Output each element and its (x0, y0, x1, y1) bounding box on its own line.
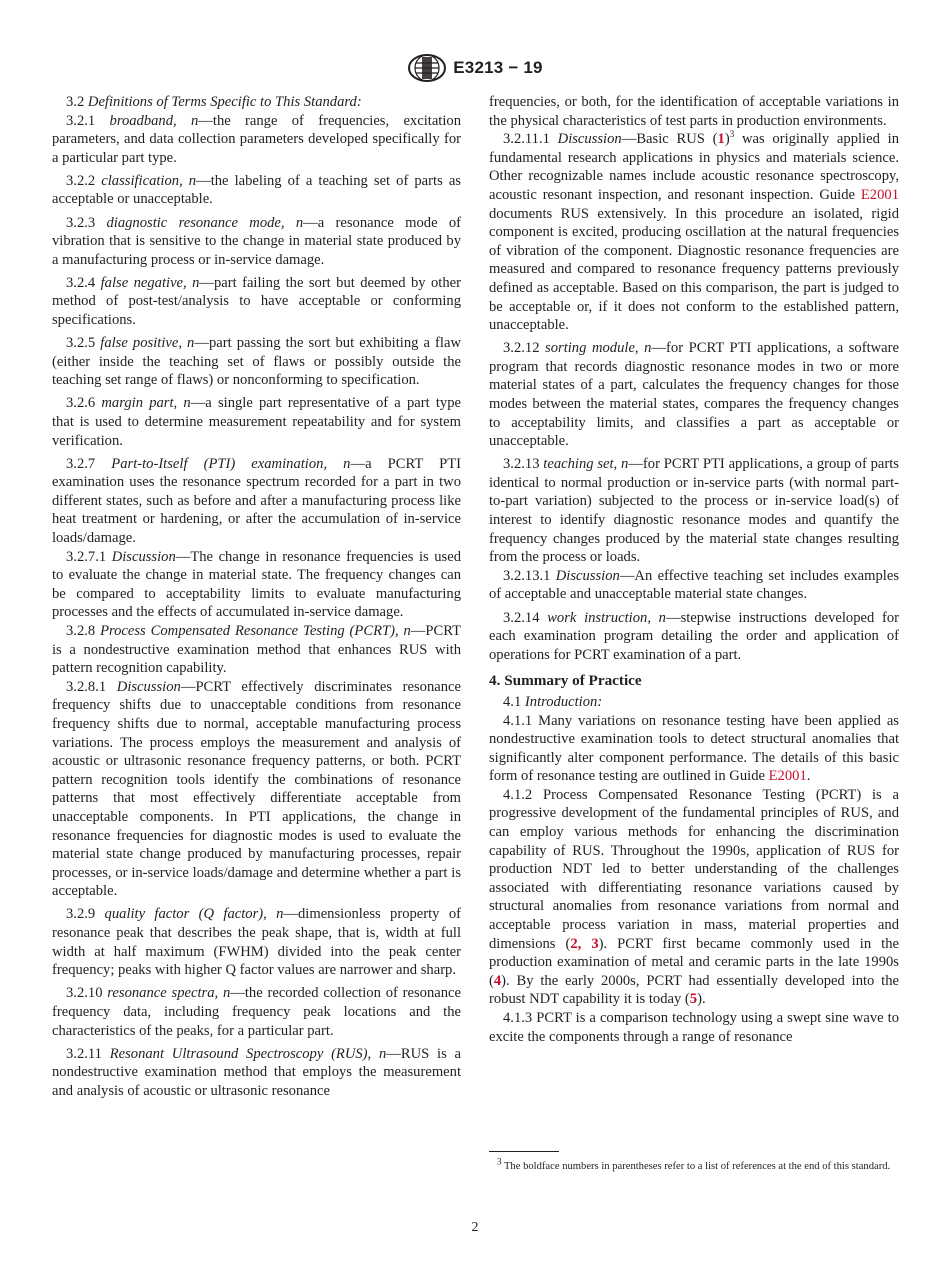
right-column (489, 93, 899, 1046)
footnote-marker: 3 (729, 129, 735, 140)
def-3-2-2: 3.2.2 classification, n—the labeling of a teaching set of parts as acceptable or unacceptable. (52, 172, 461, 208)
para-4-1-1: 4.1.1 Many variations on resonance testing have been applied as nondestructive examination tools to detect structural anomalies that significantly alter component performance. The details of this basic form of resonance testing are outlined in Guide E2001. (489, 712, 899, 785)
discussion-3-2-13-1: 3.2.13.1 Discussion—An effective teaching set includes examples of acceptable and unacceptable material state changes. (489, 567, 899, 603)
def-3-2-11: 3.2.11 Resonant Ultrasound Spectroscopy (RUS), n—RUS is a nondestructive examination method that employs the measurement and analysis of acoustic or ultrasonic resonance (52, 1045, 461, 1099)
document-id: E3213 − 19 (453, 58, 543, 77)
footnote (489, 1156, 899, 1174)
def-3-2-1: 3.2.1 broadband, n—the range of frequencies, excitation parameters, and data collection parameters developed specifically for a particular part type. (52, 112, 461, 166)
reference-link[interactable]: 5 (689, 991, 698, 1008)
reference-link[interactable]: 4 (493, 972, 502, 989)
def-3-2-7: 3.2.7 Part-to-Itself (PTI) examination, n—a PCRT PTI examination uses the resonance spectrum recorded for a part in two different states, such as before and after a manufacturing process like heat treatment or hardening, or after the accumulation of in-service loads/damage. (52, 455, 461, 547)
reference-link[interactable]: 1 (717, 131, 725, 148)
section-4-1: 4.1 Introduction: (503, 693, 603, 710)
page-number: 2 (471, 1220, 479, 1235)
reference-link[interactable]: 2, 3 (570, 935, 599, 952)
def-3-2-14: 3.2.14 work instruction, n—stepwise instructions developed for each examination program detailing the order and application of operations for PCRT examination of a part. (489, 609, 900, 663)
discussion-3-2-8-1: 3.2.8.1 Discussion—PCRT effectively discriminates resonance frequency shifts due to unacceptable conditions from resonance frequency shifts due to normal, acceptable manufacturing process variations. The process employs the measurement and analysis of acoustic or ultrasonic resonance frequency patterns, or both. PCRT pattern recognition tools identify the combinations of resonance patterns that most effectively differentiate acceptable from unacceptable components. In PTI applications, the change in resonance frequencies for diagnostic modes is used to evaluate the material state change produced by manufacturing processes, repair processes, or in-service loads/damage and determine whether a part is acceptable. (52, 678, 461, 900)
section-4-heading: 4. Summary of Practice (489, 672, 642, 690)
footnote-text: The boldface numbers in parentheses refer to a list of references at the end of this standard. (501, 1161, 891, 1172)
def-3-2-9: 3.2.9 quality factor (Q factor), n—dimensionless property of resonance peak that describes the peak shape, that is, width at full width at half maximum (FWHM) divided into the peak center frequency; peaks with higher Q factor values are narrower and sharp. (52, 906, 461, 979)
def-3-2-12: 3.2.12 sorting module, n—for PCRT PTI applications, a software program that records diagnostic resonance modes in two or more material states of a part, calculates the frequency changes for those modes between the material states, compares the frequency changes to acceptability limits, and classifies a part as acceptable or unacceptable. (489, 340, 899, 450)
section-3-2: 3.2 Definitions of Terms Specific to This Standard: (66, 94, 362, 110)
def-3-2-11-continued: frequencies, or both, for the identification of acceptable variations in the physical characteristics of test parts in production environments. (489, 94, 899, 129)
def-3-2-13: 3.2.13 teaching set, n—for PCRT PTI applications, a group of parts identical to normal production or in-service parts (with normal part-to-part variation) subjected to the process or in-service load(s) of interest to identify diagnostic resonance modes and quantify the frequency changes produced by the material state changes resulting from the process or loads. (489, 456, 899, 566)
def-3-2-10: 3.2.10 resonance spectra, n—the recorded collection of resonance frequency data, including frequency peak locations and the characteristics of the peaks, for a particular part. (52, 985, 461, 1039)
discussion-3-2-7-1: 3.2.7.1 Discussion—The change in resonance frequencies is used to evaluate the change in material state. The frequency changes can be compared to acceptability limits to evaluate manufacturing processes and the effects of accumulated in-service damage. (52, 548, 461, 621)
para-4-1-3: 4.1.3 PCRT is a comparison technology using a swept sine wave to excite the components through a range of resonance (489, 1010, 899, 1045)
para-4-1-2: 4.1.2 Process Compensated Resonance Testing (PCRT) is a progressive development of the fundamental principles of RUS, and can employ various methods for enhancing the discrimination capability of RUS. Throughout the 1990s, application of RUS for production NDT led to better understanding of the challenges associated with differentiating resonance variations caused by structural anomalies from resonance variations from normal and acceptable process variation in mass, material properties and dimensions (2, 3). PCRT first became commonly used in the production examination of metal and ceramic parts in the late 1990s (4). By the early 2000s, PCRT had essentially developed into the robust NDT capability it is today (5). (489, 786, 900, 1008)
def-3-2-4: 3.2.4 false negative, n—part failing the sort but deemed by other method of post-test/analysis to have acceptable or conforming specifications. (52, 274, 461, 329)
e2001-link[interactable]: E2001 (768, 768, 807, 785)
def-3-2-8: 3.2.8 Process Compensated Resonance Testing (PCRT), n—PCRT is a nondestructive examination method that enhances RUS with pattern recognition capability. (52, 623, 461, 677)
e2001-link[interactable]: E2001 (860, 186, 899, 203)
def-3-2-6: 3.2.6 margin part, n—a single part representative of a part type that is used to determine measurement repeatability and for system verification. (52, 395, 461, 449)
discussion-3-2-11-1: 3.2.11.1 Discussion—Basic RUS $(1)^3$ was originally applied in fundamental research applications in physics and materials science. Other recognizable names include acoustic resonance spectroscopy, acoustic resonant inspection, and resonant inspection. Guide E2001 documents RUS extensively. In this procedure an isolated, rigid component is excited, producing oscillation at the natural frequencies of vibration of the component. Diagnostic resonance frequencies are measured and compared to resonance frequency patterns previously defined as acceptable. Based on this comparison, the part is judged to be acceptable or, if it does not conform to the established pattern, unacceptable. (489, 129, 899, 334)
footnote-mark: 3 (497, 1156, 502, 1167)
page-header (0, 52, 950, 84)
left-column (52, 93, 461, 1100)
footnote-divider (489, 1151, 559, 1152)
def-3-2-3: 3.2.3 diagnostic resonance mode, n—a resonance mode of vibration that is sensitive to the change in material state produced by a manufacturing process or in-service damage. (52, 214, 462, 268)
astm-logo-icon (407, 53, 447, 83)
def-3-2-5: 3.2.5 false positive, n—part passing the sort but exhibiting a flaw (either inside the teaching set of flaws or possibly outside the teaching set range of flaws) or nonconforming to specification. (52, 335, 461, 389)
